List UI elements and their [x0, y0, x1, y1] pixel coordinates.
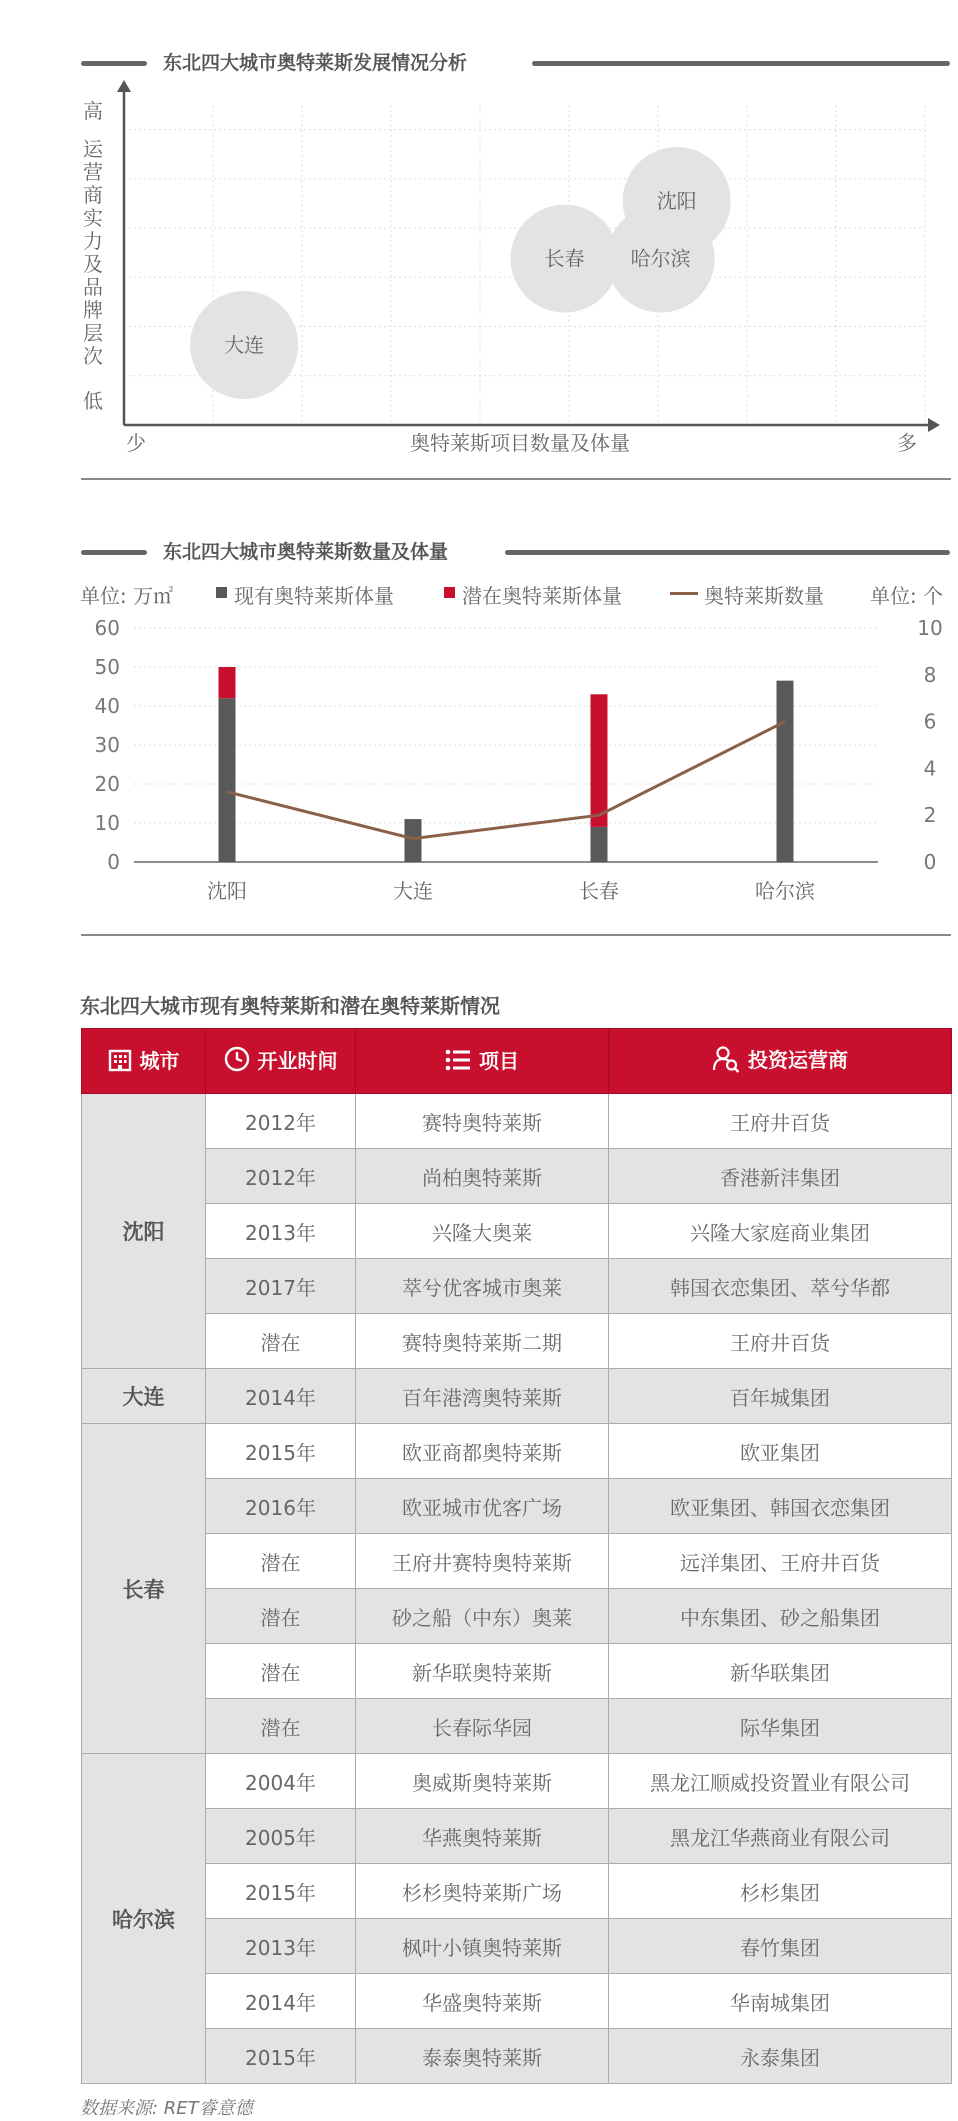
section2-title-bar [0, 537, 958, 567]
operator-cell: 王府井百货 [609, 1314, 952, 1369]
table-row [82, 1974, 952, 2029]
time-cell: 2004年 [206, 1754, 356, 1809]
project-cell: 华燕奥特莱斯 [356, 1809, 609, 1864]
title-rule-left [81, 61, 147, 66]
time-cell: 2014年 [206, 1974, 356, 2029]
table-row [82, 2029, 952, 2084]
operator-cell: 黑龙江华燕商业有限公司 [609, 1809, 952, 1864]
table-row [82, 1644, 952, 1699]
city-cell: 哈尔滨 [82, 1754, 206, 2084]
y-axis-high-label: 高 [83, 99, 103, 123]
time-cell: 2013年 [206, 1204, 356, 1259]
table-row [82, 1754, 952, 1809]
operator-cell: 韩国衣恋集团、萃兮华都 [609, 1259, 952, 1314]
project-cell: 欧亚商都奥特莱斯 [356, 1424, 609, 1479]
bar-segment [219, 667, 236, 698]
table-row [82, 1864, 952, 1919]
legend-existing-swatch [216, 587, 227, 598]
time-cell: 2015年 [206, 2029, 356, 2084]
header-project-label: 项目 [479, 1049, 519, 1074]
clock-icon [224, 1046, 250, 1072]
project-cell: 杉杉奥特莱斯广场 [356, 1864, 609, 1919]
time-cell: 2016年 [206, 1479, 356, 1534]
bubble-label: 长春 [544, 246, 585, 271]
bar-segment [405, 819, 422, 862]
table-row [82, 1314, 952, 1369]
header-time-label: 开业时间 [257, 1048, 338, 1073]
legend-count-swatch [670, 592, 698, 595]
project-cell: 长春际华园 [356, 1699, 609, 1754]
table-row [82, 1204, 952, 1259]
operator-cell: 春竹集团 [609, 1919, 952, 1974]
y2-tick-label: 6 [923, 709, 937, 734]
project-cell: 欧亚城市优客广场 [356, 1479, 609, 1534]
city-cell: 大连 [82, 1369, 206, 1424]
legend-count-label: 奥特莱斯数量 [704, 584, 824, 608]
y2-tick-label: 10 [917, 620, 943, 640]
y-tick-label: 40 [94, 694, 120, 718]
y-tick-label: 50 [94, 655, 120, 679]
table-row [82, 1479, 952, 1534]
bubble-label: 哈尔滨 [630, 246, 691, 271]
outlet-table [81, 1028, 952, 2084]
x-tick-label: 大连 [393, 879, 433, 903]
time-cell: 潜在 [206, 1314, 356, 1369]
operator-cell: 黑龙江顺威投资置业有限公司 [609, 1754, 952, 1809]
project-cell: 华盛奥特莱斯 [356, 1974, 609, 2029]
table-row [82, 1424, 952, 1479]
building-icon [108, 1048, 132, 1072]
city-cell: 沈阳 [82, 1094, 206, 1369]
project-cell: 兴隆大奥莱 [356, 1204, 609, 1259]
title-rule-right [505, 550, 950, 555]
time-cell: 潜在 [206, 1644, 356, 1699]
table-row [82, 1149, 952, 1204]
y-axis-title: 运营商实力及品牌层次 [83, 137, 103, 368]
project-cell: 赛特奥特莱斯 [356, 1094, 609, 1149]
operator-cell: 中东集团、砂之船集团 [609, 1589, 952, 1644]
table-row [82, 1369, 952, 1424]
bubbles [190, 147, 731, 399]
project-cell: 百年港湾奥特莱斯 [356, 1369, 609, 1424]
project-cell: 砂之船（中东）奥莱 [356, 1589, 609, 1644]
time-cell: 2015年 [206, 1424, 356, 1479]
table-row [82, 1094, 952, 1149]
operator-cell: 香港新沣集团 [609, 1149, 952, 1204]
x-axis-high-label: 多 [897, 431, 917, 455]
time-cell: 2012年 [206, 1094, 356, 1149]
operator-cell: 新华联集团 [609, 1644, 952, 1699]
table-row [82, 1699, 952, 1754]
y2-tick-label: 0 [923, 850, 937, 874]
project-cell: 奥威斯奥特莱斯 [356, 1754, 609, 1809]
time-cell: 2012年 [206, 1149, 356, 1204]
bubble-chart [0, 80, 958, 490]
x-axis-title: 奥特莱斯项目数量及体量 [410, 431, 630, 455]
city-cell: 长春 [82, 1424, 206, 1754]
operator-cell: 兴隆大家庭商业集团 [609, 1204, 952, 1259]
y-tick-label: 60 [94, 620, 120, 640]
list-icon [445, 1048, 471, 1072]
time-cell: 2013年 [206, 1919, 356, 1974]
time-cell: 2014年 [206, 1369, 356, 1424]
legend-potential-swatch [444, 587, 455, 598]
operator-cell: 远洋集团、王府井百货 [609, 1534, 952, 1589]
header-operator [609, 1029, 952, 1094]
right-axis-unit: 单位: 个 [870, 584, 944, 608]
header-project [356, 1029, 609, 1094]
data-source: 数据来源: RET睿意德 [80, 2098, 253, 2119]
time-cell: 潜在 [206, 1699, 356, 1754]
y-tick-label: 0 [107, 850, 120, 874]
header-city [82, 1029, 206, 1094]
legend-potential-label: 潜在奥特莱斯体量 [462, 584, 622, 608]
x-axis-low-label: 少 [126, 431, 146, 455]
section1-divider [81, 478, 951, 480]
operator-cell: 杉杉集团 [609, 1864, 952, 1919]
project-cell: 王府井赛特奥特莱斯 [356, 1534, 609, 1589]
table-row [82, 1589, 952, 1644]
operator-cell: 际华集团 [609, 1699, 952, 1754]
bar-segment [777, 681, 794, 862]
section1-title-bar [0, 48, 958, 78]
x-tick-label: 哈尔滨 [755, 879, 815, 903]
table-row [82, 1809, 952, 1864]
bubble-label: 沈阳 [656, 189, 697, 213]
table-row [82, 1919, 952, 1974]
y2-tick-label: 2 [923, 803, 937, 828]
header-city-label: 城市 [139, 1049, 180, 1074]
header-operator-label: 投资运营商 [748, 1048, 848, 1073]
project-cell: 新华联奥特莱斯 [356, 1644, 609, 1699]
y-tick-label: 10 [94, 811, 120, 835]
combo-chart [0, 620, 958, 920]
y2-tick-label: 4 [923, 756, 937, 781]
y-tick-label: 30 [94, 733, 120, 757]
section2-title: 东北四大城市奥特莱斯数量及体量 [163, 541, 449, 563]
y-axis-low-label: 低 [83, 389, 103, 413]
x-axis-arrow [928, 418, 940, 432]
header-time [206, 1029, 356, 1094]
project-cell: 尚柏奥特莱斯 [356, 1149, 609, 1204]
left-axis-unit: 单位: 万㎡ [80, 584, 174, 608]
table-row [82, 1534, 952, 1589]
operator-cell: 欧亚集团、韩国衣恋集团 [609, 1479, 952, 1534]
project-cell: 泰泰奥特莱斯 [356, 2029, 609, 2084]
y-axis-arrow [117, 80, 131, 92]
count-line [227, 722, 785, 839]
table-header-row [82, 1029, 952, 1094]
x-tick-label: 沈阳 [207, 879, 247, 903]
table-row [82, 1259, 952, 1314]
project-cell: 萃兮优客城市奥莱 [356, 1259, 609, 1314]
chart-legend [80, 580, 958, 608]
time-cell: 潜在 [206, 1534, 356, 1589]
title-rule-left [81, 550, 147, 555]
operator-cell: 欧亚集团 [609, 1424, 952, 1479]
bar-segment [219, 698, 236, 862]
operator-cell: 华南城集团 [609, 1974, 952, 2029]
operator-cell: 永泰集团 [609, 2029, 952, 2084]
bar-segment [591, 694, 608, 827]
legend-existing-label: 现有奥特莱斯体量 [234, 584, 394, 608]
y2-tick-label: 8 [923, 662, 937, 687]
investor-search-icon [712, 1045, 740, 1073]
y-tick-label: 20 [94, 772, 120, 796]
operator-cell: 王府井百货 [609, 1094, 952, 1149]
section2-divider [81, 934, 951, 936]
table-title: 东北四大城市现有奥特莱斯和潜在奥特莱斯情况 [80, 994, 500, 1018]
project-cell: 赛特奥特莱斯二期 [356, 1314, 609, 1369]
section1-title: 东北四大城市奥特莱斯发展情况分析 [163, 52, 468, 74]
time-cell: 2015年 [206, 1864, 356, 1919]
operator-cell: 百年城集团 [609, 1369, 952, 1424]
bar-segment [591, 827, 608, 862]
bubble-label: 大连 [224, 333, 265, 357]
time-cell: 2017年 [206, 1259, 356, 1314]
x-tick-label: 长春 [579, 879, 619, 903]
project-cell: 枫叶小镇奥特莱斯 [356, 1919, 609, 1974]
time-cell: 2005年 [206, 1809, 356, 1864]
title-rule-right [532, 61, 950, 66]
time-cell: 潜在 [206, 1589, 356, 1644]
